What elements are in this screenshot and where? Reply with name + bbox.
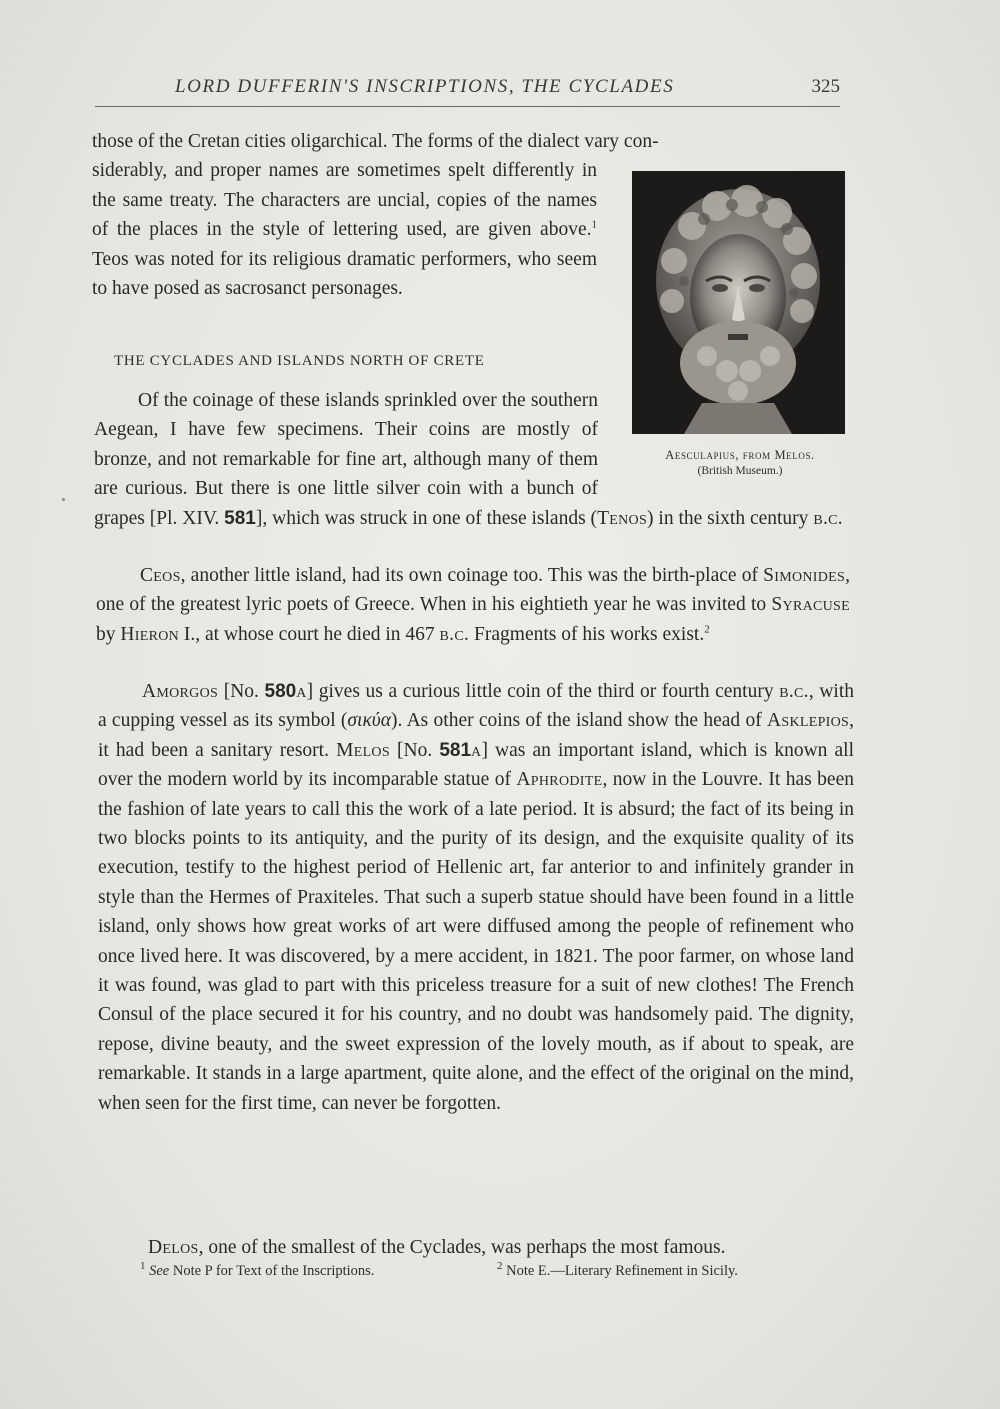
footnote-ref-1: 1: [591, 218, 597, 231]
section-heading: THE CYCLADES AND ISLANDS NORTH OF CRETE: [114, 353, 485, 369]
paragraph-5: Delos, one of the smallest of the Cyclades, was perhaps the most famous.: [148, 1237, 726, 1258]
caption-credit: (British Museum.): [697, 465, 783, 477]
caption-title: Aesculapius, from Melos.: [665, 448, 815, 462]
margin-speck: [62, 498, 65, 501]
paragraph-1: those of the Cretan cities oligarchical. The forms of the dialect vary con- siderably, and proper names are sometimes spelt differently in the same treaty. The characters are uncial, copies of the names of the places in the style of lettering used, are given above.$^1$ Teos was noted for its religious dramatic performers, who seem to have posed as sacrosanct personages.: [92, 127, 837, 303]
paragraph-2: Of the coinage of these islands sprinkled over the southern Aegean, I have few specimens. Their coins are mostly of bronze, and not remarkable for fine art, although many of them are curious. But there is one little silver coin with a bunch of grapes [Pl. XIV. 581], which was struck in one of these islands (Tenos) in the sixth century b.c.: [94, 386, 846, 533]
paragraph-3: Ceos, another little island, had its own coinage too. This was the birth-place of Simonides, one of the greatest lyric poets of Greece. When in his eightieth year he was invited to Syracuse by Hieron I., at whose court he died in 467 b.c. Fragments of his works exist.$^2$: [96, 565, 850, 645]
footnote-2: $^2$ Note E.—Literary Refinement in Sicily.: [497, 1260, 738, 1279]
running-header: [95, 72, 840, 107]
footnote-1: $^1$ See Note P for Text of the Inscriptions.: [140, 1260, 375, 1279]
page-number: 325: [811, 76, 840, 97]
paragraph-4: Amorgos [No. 580a] gives us a curious little coin of the third or fourth century b.c., with a cupping vessel as its symbol (σικύα). As other coins of the island show the head of Asklepios, it had been a sanitary resort. Melos [No. 581a] was an important island, which is known all over the modern world by its incomparable statue of Aphrodite, now in the Louvre. It has been the fashion of late years to call this the work of a late period. It is absurd; the fact of its being in two blocks points to its antiquity, and the purity of its design, and the exquisite quality of its execution, testify to the highest period of Hellenic art, far anterior to and infinitely grander in style than the Hermes of Praxiteles. That such a superb statue should have been found in a little island, only shows how great works of art were diffused among the people of refinement who once lived here. It was discovered, by a mere accident, in 1821. The poor farmer, on whose land it was found, was glad to part with this priceless treasure for a suit of new clothes! The French Consul of the place secured it for his country, and no doubt was handsomely paid. The dignity, repose, divine beauty, and the sweet expression of the lovely mouth, as if about to speak, are remarkable. It stands in a large apartment, quite alone, and the effect of the original on the mind, when seen for the first time, can never be forgotten.: [98, 681, 854, 1114]
figure-wrap-space: [597, 156, 837, 248]
footnote-ref-2: 2: [704, 623, 710, 636]
running-title: LORD DUFFERIN'S INSCRIPTIONS, THE CYCLADES: [175, 76, 675, 97]
figure-wrap-space: [598, 386, 846, 476]
